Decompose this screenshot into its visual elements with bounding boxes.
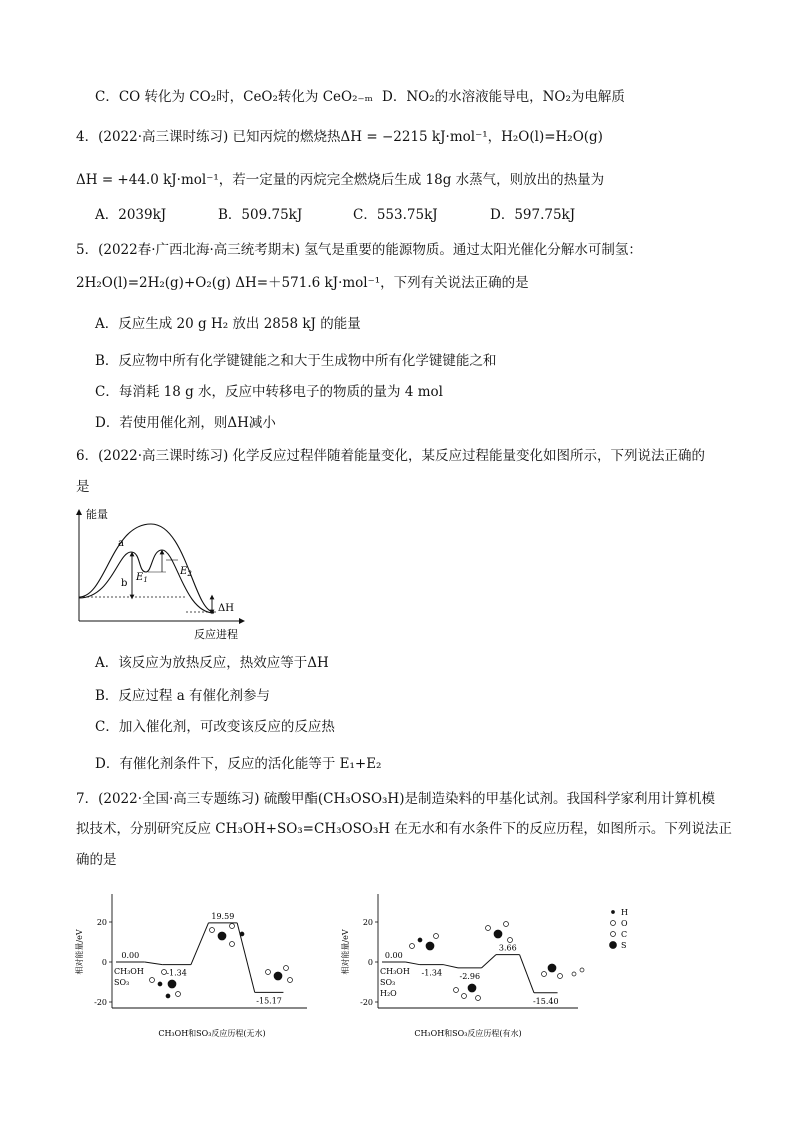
q7-chart-no-water xyxy=(72,884,312,1044)
legend-marker xyxy=(611,932,616,937)
atom xyxy=(572,972,576,976)
q6-energy-diagram xyxy=(66,502,266,644)
q7-chart-with-water xyxy=(338,884,638,1044)
atom xyxy=(454,988,459,993)
y-tick-label: 0 xyxy=(101,958,107,967)
atom xyxy=(426,942,434,950)
y-tick-label: -20 xyxy=(360,998,373,1007)
y-tick-label: 20 xyxy=(96,918,107,927)
q4-option-c: C．553.75kJ xyxy=(353,207,438,223)
legend-label: C xyxy=(621,930,628,939)
atom xyxy=(548,964,556,972)
atom xyxy=(150,978,155,983)
legend-marker xyxy=(610,942,617,949)
atom xyxy=(162,970,167,975)
species-label: CH₃OH xyxy=(380,967,410,976)
atom xyxy=(542,972,547,977)
energy-connector xyxy=(482,955,496,968)
atom xyxy=(218,932,226,940)
q4-option-d: D．597.75kJ xyxy=(490,207,576,223)
y-axis-label: 相对能量/eV xyxy=(341,929,350,975)
curve-a-label: a xyxy=(118,538,124,549)
atom xyxy=(284,966,289,971)
energy-level-label: -15.17 xyxy=(256,996,282,1006)
y-tick-label: 20 xyxy=(362,918,373,927)
atom xyxy=(410,944,415,949)
energy-connector xyxy=(520,955,534,993)
atom xyxy=(166,994,170,998)
curve-b-label: b xyxy=(121,578,128,589)
atom xyxy=(418,938,422,942)
x-axis-label: CH₃OH和SO₃反应历程(无水) xyxy=(158,1029,266,1038)
energy-level-label: 19.59 xyxy=(211,911,235,921)
legend-marker xyxy=(611,921,616,926)
q4-stem-line2: ΔH = +44.0 kJ·mol⁻¹，若一定量的丙烷完全燃烧后生成 18g 水蒸气，则放出的热量为 xyxy=(76,172,605,188)
atom xyxy=(274,972,282,980)
energy-connector xyxy=(444,965,458,968)
q6-option-c: C．加入催化剂，可改变该反应的反应热 xyxy=(95,719,335,735)
atom xyxy=(168,980,176,988)
q4-option-a: A．2039kJ xyxy=(95,207,167,223)
energy-connector xyxy=(191,923,209,965)
q6-option-d: D．有催化剂条件下，反应的活化能等于 E₁+E₂ xyxy=(95,756,382,772)
atom xyxy=(230,942,235,947)
x-axis-label: 反应进程 xyxy=(194,628,238,641)
atom xyxy=(288,978,293,983)
q6-stem-line2: 是 xyxy=(76,479,90,495)
atom xyxy=(230,924,235,929)
y-tick-label: -20 xyxy=(94,998,107,1007)
q6-option-b: B．反应过程 a 有催化剂参与 xyxy=(95,688,271,704)
q6-option-a: A．该反应为放热反应，热效应等于ΔH xyxy=(95,655,329,671)
legend-label: H xyxy=(621,908,628,917)
y-axis-label: 相对能量/eV xyxy=(75,929,84,975)
q4-stem-line1: 4．(2022·高三课时练习) 已知丙烷的燃烧热ΔH = −2215 kJ·mol⁻¹，H₂O(l)=H₂O(g) xyxy=(76,129,603,145)
energy-level-label: 0.00 xyxy=(121,951,140,960)
atom xyxy=(462,994,467,999)
q7-stem-line1: 7．(2022·全国·高三专题练习) 硫酸甲酯(CH₃OSO₃H)是制造染料的甲基化试剂。我国科学家利用计算机模 xyxy=(76,791,715,807)
q5-option-b: B．反应物中所有化学键键能之和大于生成物中所有化学键键能之和 xyxy=(95,353,497,369)
atom xyxy=(476,996,481,1001)
atom xyxy=(494,930,502,938)
y-axis-label: 能量 xyxy=(86,508,108,521)
curve-a xyxy=(79,524,214,612)
q4-option-b: B．509.75kJ xyxy=(218,207,303,223)
q3-option-d: D．NO₂的水溶液能导电，NO₂为电解质 xyxy=(382,89,625,105)
atom xyxy=(486,926,491,931)
species-label: CH₃OH xyxy=(114,967,144,976)
energy-connector xyxy=(145,962,163,965)
atom xyxy=(266,970,271,975)
q3-option-c: C．CO 转化为 CO₂时，CeO₂转化为 CeO₂₋ₘ xyxy=(95,89,373,105)
atom xyxy=(210,928,215,933)
atom xyxy=(240,932,244,936)
y-tick-label: 0 xyxy=(367,958,373,967)
legend-label: S xyxy=(621,941,627,950)
energy-level-label: -2.96 xyxy=(459,971,481,981)
q5-stem-line1: 5．(2022春·广西北海·高三统考期末) 氢气是重要的能源物质。通过太阳光催化分解水可制氢： xyxy=(76,242,642,258)
energy-level-label: -1.34 xyxy=(166,968,187,978)
q5-option-d: D．若使用催化剂，则ΔH减小 xyxy=(95,415,276,431)
energy-level-label: 0.00 xyxy=(384,951,403,960)
species-label: H₂O xyxy=(380,989,397,998)
energy-connector xyxy=(406,962,420,965)
q7-stem-line2: 拟技术，分别研究反应 CH₃OH+SO₃=CH₃OSO₃H 在无水和有水条件下的反应历程，如图所示。下列说法正 xyxy=(76,821,732,837)
energy-level-label: -1.34 xyxy=(421,968,443,978)
atom xyxy=(504,922,509,927)
species-label: SO₃ xyxy=(114,978,130,987)
dh-label: ΔH xyxy=(218,603,234,614)
e1-label: $E_1$ xyxy=(136,572,148,584)
atom xyxy=(158,982,162,986)
atom xyxy=(176,992,181,997)
atom xyxy=(508,938,513,943)
atom xyxy=(468,984,476,992)
q5-option-c: C．每消耗 18 g 水，反应中转移电子的物质的量为 4 mol xyxy=(95,384,443,400)
legend-label: O xyxy=(621,919,628,928)
x-axis-label: CH₃OH和SO₃反应历程(有水) xyxy=(414,1029,522,1038)
e2-label: $E_2$ xyxy=(180,566,192,578)
q5-stem-line2: 2H₂O(l)=2H₂(g)+O₂(g) ΔH=＋571.6 kJ·mol⁻¹，下列有关说法正确的是 xyxy=(76,275,529,291)
energy-level-label: -15.40 xyxy=(532,996,559,1006)
atom xyxy=(434,934,439,939)
legend-marker xyxy=(612,911,615,914)
energy-level-label: 3.66 xyxy=(498,943,517,953)
q6-stem-line1: 6．(2022·高三课时练习) 化学反应过程伴随着能量变化，某反应过程能量变化如图所示，下列说法正确的 xyxy=(76,448,706,464)
q7-stem-line3: 确的是 xyxy=(76,852,117,868)
atom xyxy=(580,968,584,972)
q5-option-a: A．反应生成 20 g H₂ 放出 2858 kJ 的能量 xyxy=(95,316,361,332)
species-label: SO₃ xyxy=(380,978,396,987)
atom xyxy=(558,974,563,979)
